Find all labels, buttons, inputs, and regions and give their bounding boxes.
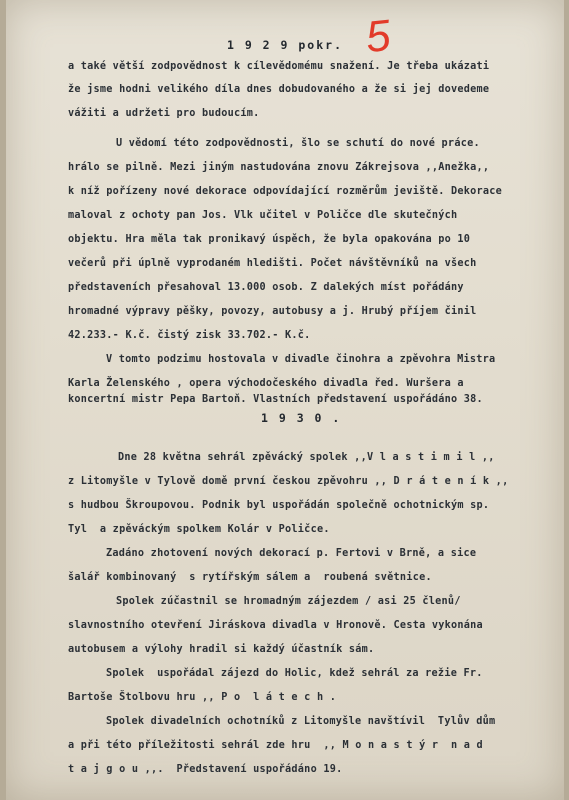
text-line: k níž pořízeny nové dekorace odpovídající rozměrům jeviště. Dekorace [68, 186, 503, 197]
text-line: slavnostního otevření Jiráskova divadla v Hronově. Cesta vykonána [68, 620, 483, 631]
text-line: vážiti a udržeti pro budoucím. [68, 108, 260, 119]
text-line: Dne 28 května sehrál zpěvácký spolek ,,V l a s t i m i l ,, [118, 452, 495, 463]
text-line: Bartoše Štolbovu hru ,, P o l á t e c h . [68, 692, 337, 703]
text-line: s hudbou Škroupovou. Podnik byl uspořádán společně ochotnickým sp. [68, 500, 490, 511]
year-heading: 1 9 3 0 . [261, 411, 342, 425]
text-line: Spolek uspořádal zájezd do Holic, kdež sehrál za režie Fr. [106, 668, 483, 679]
text-line: V tomto podzimu hostovala v divadle činohra a zpěvohra Mistra [106, 354, 496, 365]
text-line: autobusem a výlohy hradil si každý účastník sám. [68, 644, 375, 655]
text-line: hromadné výpravy pěšky, povozy, autobusy a j. Hrubý příjem činil [68, 306, 477, 317]
text-line: hrálo se pilně. Mezi jiným nastudována znovu Zákrejsova ,,Anežka,, [68, 162, 490, 173]
handwritten-page-number: 5 [363, 10, 393, 63]
page-heading: 1 9 2 9 pokr. [226, 38, 343, 52]
text-line: objektu. Hra měla tak pronikavý úspěch, že byla opakována po 10 [68, 234, 471, 245]
text-line: Tyl a zpěváckým spolkem Kolár v Poličce. [68, 524, 330, 535]
text-line: 42.233.- K.č. čistý zisk 33.702.- K.č. [68, 330, 311, 341]
text-line: Zadáno zhotovení nových dekorací p. Fertovi v Brně, a sice [106, 548, 477, 559]
text-line: t a j g o u ,,. Představení uspořádáno 19. [68, 764, 343, 775]
text-line: U vědomí této zodpovědnosti, šlo se schutí do nové práce. [116, 138, 480, 149]
text-line: večerů při úplně vyprodaném hledišti. Počet návštěvníků na všech [68, 258, 477, 269]
text-line: představeních přesahoval 13.000 osob. Z dalekých míst pořádány [68, 282, 464, 293]
text-line: a také větší zodpovědnost k cílevědomému snažení. Je třeba ukázati [68, 61, 490, 72]
text-line: Spolek divadelních ochotníků z Litomyšle navštívil Tylův dům [106, 716, 496, 727]
document-page [6, 0, 564, 800]
text-line: maloval z ochoty pan Jos. Vlk učitel v Poličce dle skutečných [68, 210, 458, 221]
text-line: a při této příležitosti sehrál zde hru ,, M o n a s t ý r n a d [68, 740, 483, 751]
text-line: Karla Želenského , opera východočeského divadla řed. Wuršera a [68, 378, 464, 389]
text-line: z Litomyšle v Tylově domě první českou zpěvohru ,, D r á t e n í k ,, [68, 476, 509, 487]
text-line: Spolek zúčastnil se hromadným zájezdem / asi 25 členů/ [116, 596, 461, 607]
text-line: koncertní mistr Pepa Bartoň. Vlastních představení uspořádáno 38. [68, 394, 483, 405]
text-line: že jsme hodni velikého díla dnes dobudovaného a že si jej dovedeme [68, 84, 490, 95]
text-line: šalář kombinovaný s rytířským sálem a roubená světnice. [68, 572, 432, 583]
